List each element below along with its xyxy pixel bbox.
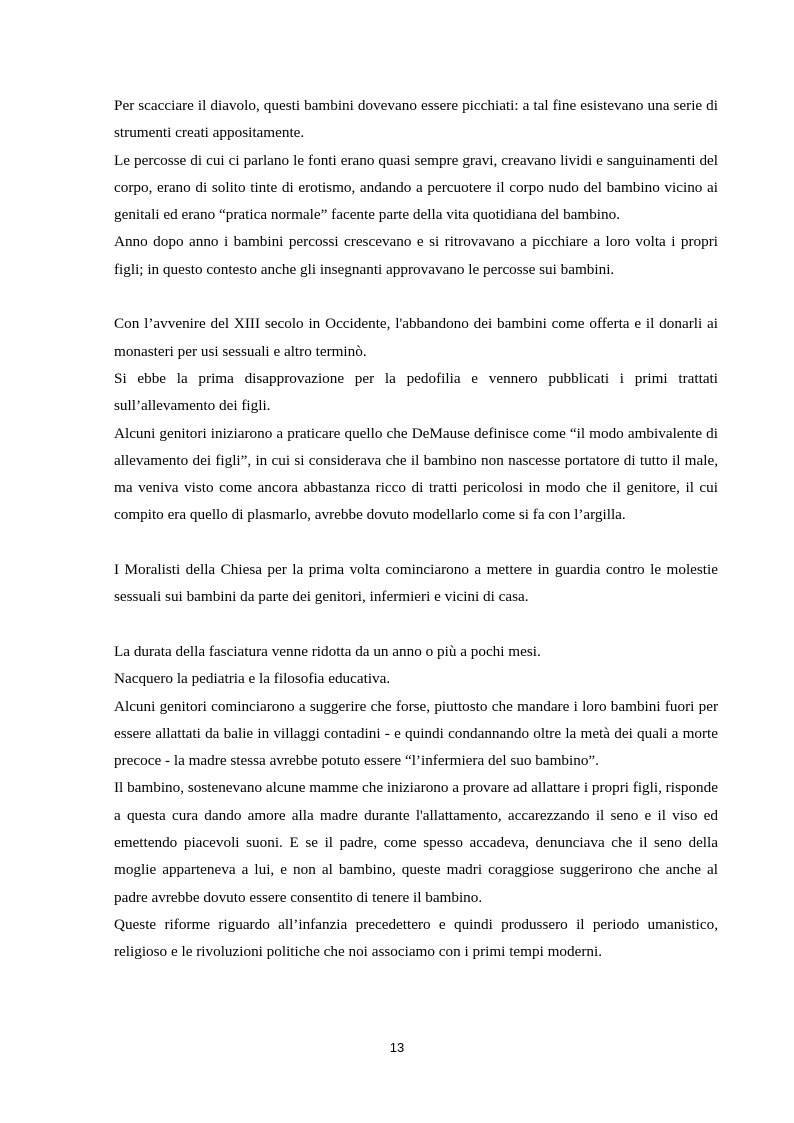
paragraph-10: Alcuni genitori cominciarono a suggerire che forse, piuttosto che mandare i loro bambini fuori per essere allattati da balie in villaggi contadini - e quindi condannando oltre la metà dei quali a morte precoce - la madre stessa avrebbe potuto essere “l’infermiera del suo bambino”. [114,697,718,770]
document-body [114,92,718,966]
page-number: 13 [389,1040,405,1055]
paragraph-spacer [114,529,718,556]
paragraph-3: Anno dopo anno i bambini percossi crescevano e si ritrovavano a picchiare a loro volta i propri figli; in questo contesto anche gli insegnanti approvavano le percosse sui bambini. [114,233,718,278]
paragraph-spacer [114,283,718,310]
paragraph-4: Con l’avvenire del XIII secolo in Occidente, l'abbandono dei bambini come offerta e il donarli ai monasteri per usi sessuali e altro terminò. [114,315,718,360]
paragraph-8: La durata della fasciatura venne ridotta da un anno o più a pochi mesi. [114,642,541,660]
paragraph-12: Queste riforme riguardo all’infanzia precedettero e quindi produssero il periodo umanistico, religioso e le rivoluzioni politiche che noi associamo con i primi tempi moderni. [114,915,718,961]
paragraph-9: Nacquero la pediatria e la filosofia educativa. [114,670,391,688]
paragraph-1: Per scacciare il diavolo, questi bambini dovevano essere picchiati: a tal fine esistevano una serie di strumenti creati appositamente. [114,97,718,142]
paragraph-7: I Moralisti della Chiesa per la prima volta cominciarono a mettere in guardia contro le molestie sessuali sui bambini da parte dei genitori, infermieri e vicini di casa. [114,561,718,606]
paragraph-spacer [114,611,718,638]
paragraph-2: Le percosse di cui ci parlano le fonti erano quasi sempre gravi, creavano lividi e sanguinamenti del corpo, erano di solito tinte di erotismo, andando a percuotere il corpo nudo del bambino vicino ai genitali ed erano “pratica normale” facente parte della vita quotidiana del bambino. [114,151,718,224]
paragraph-6: Alcuni genitori iniziarono a praticare quello che DeMause definisce come “il modo ambivalente di allevamento dei figli”, in cui si considerava che il bambino non nascesse portatore di tutto il male, ma veniva visto come ancora abbastanza ricco di tratti pericolosi in modo che il genitore, il cui compito era quello di plasmarlo, avrebbe dovuto modellarlo come si fa con l’argilla. [114,424,718,524]
paragraph-5: Si ebbe la prima disapprovazione per la pedofilia e vennero pubblicati i primi trattati sull’allevamento dei figli. [114,369,718,415]
paragraph-11: Il bambino, sostenevano alcune mamme che iniziarono a provare ad allattare i propri figli, risponde a questa cura dando amore alla madre durante l'allattamento, accarezzando il seno e il viso ed emettendo piacevoli suoni. E se il padre, come spesso accadeva, denunciava che il seno della moglie apparteneva a lui, e non al bambino, queste madri coraggiose suggerirono che anche al padre avrebbe dovuto essere consentito di tenere il bambino. [114,779,718,906]
